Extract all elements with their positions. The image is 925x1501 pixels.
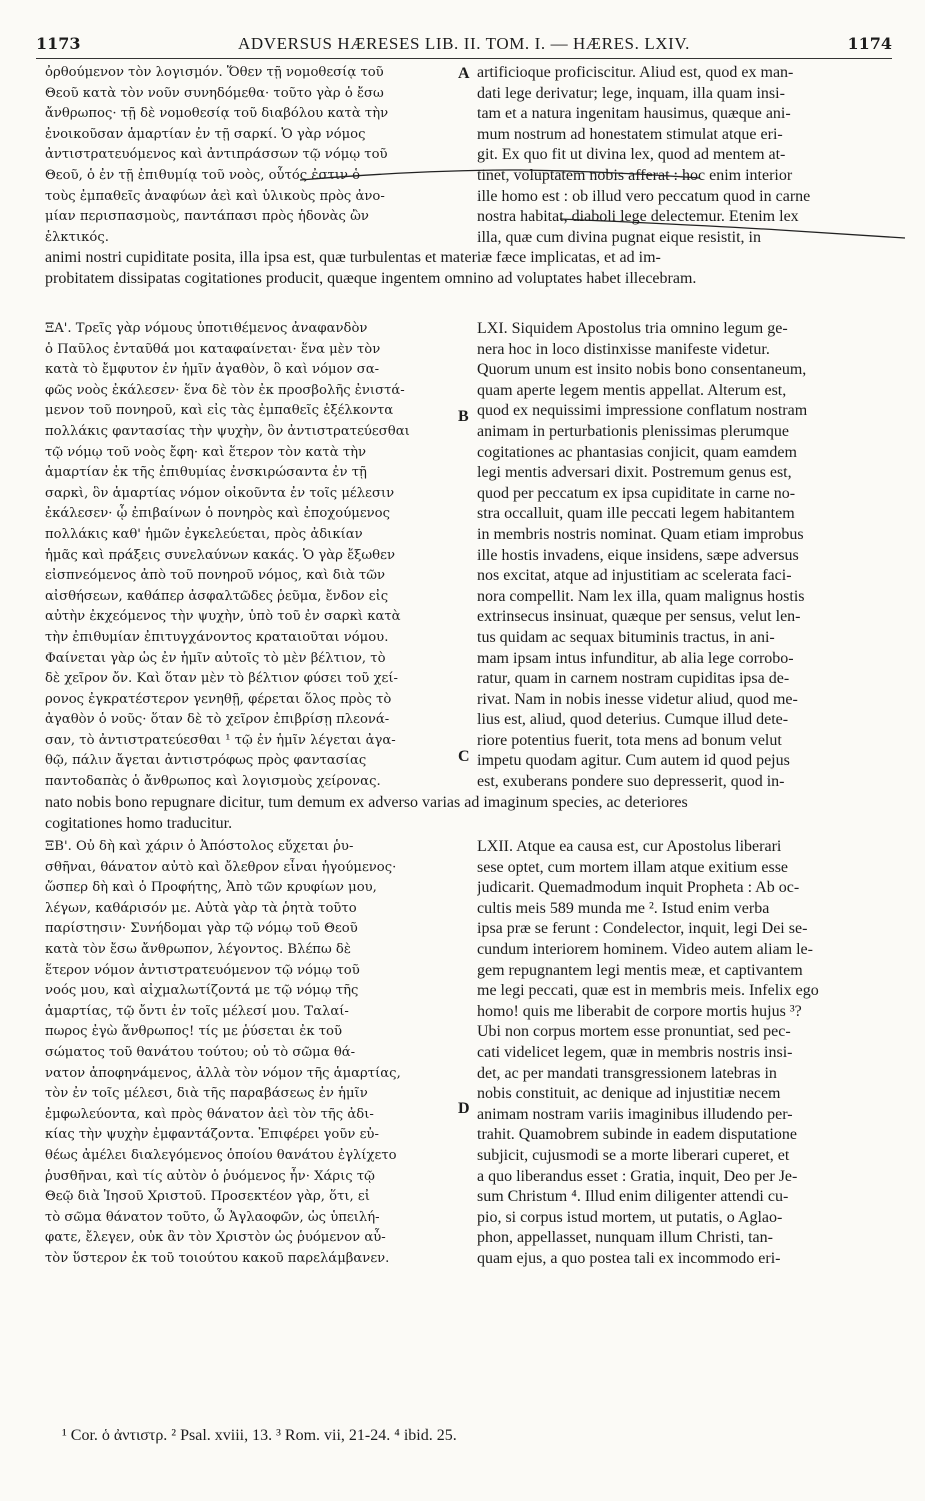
- text-line: probitatem dissipatas cogitationes producit, quæque ingentem omnino ad voluptates habet illecebram.: [45, 269, 697, 287]
- text-line: κατὰ τὸν ἔσω ἄνθρωπον, λέγοντος. Βλέπω δὲ: [45, 941, 351, 957]
- text-line: ὀρθούμενον τὸν λογισμόν. Ὅθεν τῇ νομοθεσίᾳ τοῦ: [45, 65, 384, 80]
- text-line: mum nostrum ad honestatem stimulat atque eri-: [477, 125, 783, 143]
- text-line: tinet, voluptatem nobis afferat : hoc enim interior: [477, 166, 793, 184]
- text-line: θῷ, πάλιν ἄγεται ἀντιστρόφως πρὸς φαντασίας: [45, 753, 367, 769]
- text-line: Θεῷ διὰ Ἰησοῦ Χριστοῦ. Προσεκτέον γὰρ, ὅτι, εἰ: [45, 1189, 370, 1205]
- margin-marker-a: A: [458, 65, 470, 82]
- text-line: θέως ἀμέλει διαλεγόμενος ὁποίου θανάτου ἐγλίχετο: [45, 1147, 397, 1163]
- text-line: cogitationes homo traducitur.: [45, 814, 233, 832]
- margin-marker-d: D: [458, 1100, 470, 1117]
- margin-marker-c: C: [458, 748, 470, 765]
- text-line: a quo liberandus esset : Gratia, inquit, Deo per Je-: [477, 1167, 798, 1185]
- text-line: tus quidam ac sequax bituminis tractus, in ani-: [477, 628, 775, 646]
- text-line: πωρος ἐγὼ ἄνθρωπος! τίς με ῥύσεται ἐκ τοῦ: [45, 1024, 343, 1040]
- text-line: ὁ Παῦλος ἐνταῦθά μοι καταφαίνεται· ἕνα μὲν τὸν: [45, 341, 381, 357]
- text-line: σώματος τοῦ θανάτου τούτου; οὐ τὸ σῶμα θά-: [45, 1044, 356, 1060]
- text-line: pio, si corpus istud mortem, ut putatis, o Aglao-: [477, 1208, 783, 1226]
- text-line: αἰσθήσεων, καθάπερ ἀσφαλτῶδες ῥεῦμα, ἔνδον εἰς: [45, 588, 389, 604]
- text-line: ὥσπερ δὴ καὶ ὁ Προφήτης, Ἀπὸ τῶν κρυφίων μου,: [45, 880, 377, 896]
- text-line: τὸ σῶμα θάνατον τοῦτο, ὦ Ἀγλαοφῶν, ὡς ὑπειλή-: [45, 1209, 380, 1225]
- text-line: artificioque proficiscitur. Aliud est, quod ex man-: [477, 64, 794, 81]
- text-line: τὸν ἐν τοῖς μέλεσι, διὰ τῆς παραβάσεως ἐν ἡμῖν: [45, 1086, 368, 1102]
- text-line: subjicit, cujusmodi se a morte liberari cuperet, et: [477, 1146, 790, 1164]
- text-line: δὲ χεῖρον ὄν. Καὶ ὅταν μὲν τὸ βέλτιον φύσει τοῦ χεί-: [45, 671, 398, 687]
- text-line: ille hostis invadens, eique insidens, sæpe adversus: [477, 546, 799, 564]
- text-line: παρίστησιν· Συνήδομαι γὰρ τῷ νόμῳ τοῦ Θεοῦ: [45, 921, 358, 937]
- margin-marker-b: B: [458, 408, 469, 425]
- text-line: Quorum unum est insito nobis bono consentaneum,: [477, 361, 807, 379]
- section3-latin-column: [477, 837, 893, 1269]
- text-line: trahit. Quamobrem subinde in eadem disputatione: [477, 1126, 797, 1144]
- section3-greek-column: [45, 837, 457, 1269]
- text-line: λέγων, καθάρισόν με. Αὐτὰ γὰρ τὰ ῥητὰ τοῦτο: [45, 900, 357, 916]
- text-line: τὸν ὕστερον ἐκ τοῦ τοιούτου κακοῦ παρελάμβανεν.: [45, 1250, 390, 1266]
- text-line: ἀντιστρατευόμενος καὶ ἀντιπράσσων τῷ νόμῳ τοῦ: [45, 147, 388, 163]
- text-line: σαρκὶ, ὃν ἁμαρτίας νόμον οἰκοῦντα ἐν τοῖς μέλεσιν: [45, 485, 395, 501]
- text-line: cundum interiorem hominem. Video autem aliam le-: [477, 940, 813, 958]
- text-line: ἐνοικοῦσαν ἁμαρτίαν ἐν τῇ σαρκί. Ὁ γὰρ νόμος: [45, 126, 366, 142]
- text-line: Θεοῦ, ὁ ἐν τῇ ἐπιθυμίᾳ τοῦ νοὸς, οὗτός ἐστιν ὁ: [45, 167, 361, 183]
- text-line: dati lege derivatur; lege, inquam, illa quam insi-: [477, 84, 785, 102]
- text-line: cultis meis 589 munda me ². Istud enim verba: [477, 899, 770, 917]
- text-line: nos excitat, atque ad injustitiam ac scelerata faci-: [477, 567, 792, 585]
- text-line: homo! quis me liberabit de corpore mortis hujus ³?: [477, 1002, 802, 1020]
- text-line: Φαίνεται γὰρ ὡς ἐν ἡμῖν αὐτοῖς τὸ μὲν βέλτιον, τὸ: [45, 650, 386, 666]
- text-line: nato nobis bono repugnare dicitur, tum demum ex adverso varias ad imaginum species, ac deteriores: [45, 794, 688, 811]
- text-line: αὐτὴν ἐκχεόμενος τὴν ψυχὴν, ὑπὸ τοῦ ἐν σαρκὶ κατὰ: [45, 609, 401, 625]
- text-line: illa, quæ cum divina pugnat eique resistit, in: [477, 228, 761, 246]
- text-line: quam ejus, a quo postea tali ex incommodo eri-: [477, 1249, 781, 1267]
- text-line: πολλάκις καθ' ἡμῶν ἐγκελεύεται, πρὸς ἀδικίαν: [45, 526, 363, 542]
- text-line: extrinsecus insinuat, quæque per sensus, velut len-: [477, 608, 801, 626]
- text-line: ΞΒ'. Οὐ δὴ καὶ χάριν ὁ Ἀπόστολος εὔχεται ῥυ-: [45, 839, 354, 854]
- text-line: quod per peccatum ex ipsa cupiditate in carne no-: [477, 484, 796, 502]
- section1-wide-text: [45, 248, 893, 289]
- text-line: εἰσπνεόμενος ἀπὸ τοῦ πονηροῦ νόμος, καὶ διὰ τῶν: [45, 568, 385, 584]
- text-line: sese optet, cum mortem illam atque exitium esse: [477, 858, 789, 876]
- text-line: gem repugnantem legi mentis meæ, et captivantem: [477, 961, 803, 979]
- text-line: git. Ex quo fit ut divina lex, quod ad mentem at-: [477, 146, 786, 164]
- section1-latin-column: [477, 63, 893, 248]
- text-line: φατε, ἔλεγεν, οὐκ ἂν τὸν Χριστὸν ὡς ῥυόμενον αὖ-: [45, 1230, 386, 1246]
- text-line: sum Christum ⁴. Illud enim diligenter attendi cu-: [477, 1188, 789, 1206]
- text-line: σαν, τὸ ἀντιστρατεύεσθαι ¹ τῷ ἐν ἡμῖν λέγεται ἀγα-: [45, 732, 396, 748]
- text-line: phon, appellasset, nunquam illum Christi, tan-: [477, 1229, 773, 1247]
- header-title: ADVERSUS HÆRESES LIB. II. TOM. I. — HÆRES. LXIV.: [238, 34, 690, 53]
- section2-latin-column: [477, 319, 893, 793]
- text-line: νατον ἀποφηνάμενος, ἀλλὰ τὸν νόμον τῆς ἁμαρτίας,: [45, 1065, 401, 1081]
- text-line: ipsa præ se ferunt : Condelector, inquit, legi Dei se-: [477, 920, 808, 938]
- text-line: σθῆναι, θάνατον αὐτὸ καὶ ὄλεθρον εἶναι ἡγούμενος·: [45, 859, 397, 875]
- page-number-right: 1174: [847, 34, 892, 53]
- text-line: ρονος ἐγκρατέστερον γενηθῇ, φέρεται ὅλος πρὸς τὸ: [45, 691, 392, 707]
- text-line: nobis constituit, ac denique ad injustitiæ necem: [477, 1085, 781, 1103]
- text-line: det, ac per mandati transgressionem latebras in: [477, 1064, 777, 1082]
- text-line: τῷ νόμῳ τοῦ νοὸς ἔφη· καὶ ἕτερον τὸν κατὰ τὴν: [45, 444, 367, 460]
- text-line: cogitationes ac phantasias conjicit, quam eamdem: [477, 443, 797, 461]
- text-line: κατὰ τὸ ἔμφυτον ἐν ἡμῖν ἀγαθὸν, ὃ καὶ νόμον σα-: [45, 362, 380, 378]
- text-line: νοός μου, καὶ αἰχμαλωτίζοντά με τῷ νόμῳ τῆς: [45, 983, 359, 999]
- text-line: παντοδαπὰς ὁ ἄνθρωπος καὶ λογισμοὺς χείρονας.: [45, 774, 381, 790]
- text-line: animam in perturbationis plenissimas plerumque: [477, 422, 789, 440]
- text-line: κίας τὴν ψυχὴν ἐμφαντάζοντα. Ἐπιφέρει γοῦν εὐ-: [45, 1127, 379, 1143]
- text-line: legi mentis adversari dixit. Postremum genus est,: [477, 464, 792, 482]
- text-line: LXI. Siquidem Apostolus tria omnino legum ge-: [477, 320, 788, 337]
- text-line: me legi peccati, quæ est in membris meis. Infelix ego: [477, 982, 819, 1000]
- footnotes: ¹ Cor. ὁ ἀντιστρ. ² Psal. xviii, 13. ³ Rom. vii, 21-24. ⁴ ibid. 25.: [62, 1427, 457, 1444]
- text-line: nostra habitat, diaboli lege delectemur. Etenim lex: [477, 208, 799, 226]
- text-line: in membris nostris nominat. Quam etiam improbus: [477, 525, 804, 543]
- text-line: ἕτερον νόμον ἀντιστρατευόμενον τῷ νόμῳ τοῦ: [45, 962, 360, 978]
- text-line: φῶς νοὸς ἐκάλεσεν· ἕνα δὲ τὸν ἐκ προσβολῆς ἐνιστά-: [45, 382, 405, 398]
- text-line: impetu quodam agitur. Cum autem id quod pejus: [477, 752, 790, 770]
- running-header: [36, 34, 892, 59]
- text-line: ἑλκτικός.: [45, 229, 109, 245]
- text-line: ἁμαρτίας, τῷ ὄντι ἐν τοῖς μέλεσί μου. Ταλαί-: [45, 1003, 349, 1019]
- text-line: judicarit. Quemadmodum inquit Propheta : Ab oc-: [477, 879, 800, 897]
- text-line: ille homo est : ob illud vero peccatum quod in carne: [477, 187, 811, 205]
- text-line: τὴν ἐπιθυμίαν ἐπιτυγχάνοντος κραταιοῦται νόμου.: [45, 629, 389, 645]
- text-line: ἄνθρωπος· τῇ δὲ νομοθεσίᾳ τοῦ διαβόλου κατὰ τὴν: [45, 106, 389, 122]
- text-line: quod ex nequissimi impressione conflatum nostram: [477, 402, 808, 420]
- text-line: ἐμφωλεύοντα, καὶ πρὸς θάνατον ἀεὶ τὸν τῆς ἀδι-: [45, 1106, 374, 1122]
- text-line: nora compellit. Nam lex illa, quam malignus hostis: [477, 587, 805, 605]
- text-line: ἁμαρτίαν ἐκ τῆς ἐπιθυμίας ἐνσκιρώσαντα ἐν τῇ: [45, 465, 367, 481]
- text-line: cati videlicet legem, quæ in membris nostris insi-: [477, 1043, 793, 1061]
- text-line: riore potentius fuerit, tota mens ad bonum velut: [477, 731, 782, 749]
- text-line: ratur, quam in carnem nostram cupiditas ipsa de-: [477, 670, 790, 688]
- text-line: μίαν περισπασμοὺς, παντάπασι πρὸς ἡδονὰς ὢν: [45, 209, 369, 225]
- text-line: tam et a natura ingenitam hausimus, quæque ani-: [477, 105, 791, 123]
- text-line: nera hoc in loco distinxisse manifeste videtur.: [477, 340, 770, 358]
- text-line: ἐκάλεσεν· ᾧ ἐπιβαίνων ὁ πονηρὸς καὶ ἐποχούμενος: [45, 506, 390, 522]
- text-line: πολλάκις φαντασίας τὴν ψυχὴν, ὃν ἀντιστρατεύεσθαι: [45, 423, 410, 439]
- section2-wide-text: [45, 793, 893, 834]
- text-line: rivat. Nam in nobis inesse videtur aliud, quod me-: [477, 690, 798, 708]
- text-line: animi nostri cupiditate posita, illa ipsa est, quæ turbulentas et materiæ fæce implicatas, et ad im-: [45, 249, 661, 266]
- text-line: mam ipsam intus infunditur, ab alia lege corrobo-: [477, 649, 794, 667]
- text-line: μενον τοῦ πονηροῦ, καὶ εἰς τὰς ἐμπαθεῖς ἐξέλκοντα: [45, 403, 394, 419]
- page-number-left: 1173: [36, 34, 81, 53]
- text-line: est, exuberans pondere suo depresserit, quod in-: [477, 773, 785, 791]
- section2-greek-column: [45, 319, 457, 793]
- text-line: Θεοῦ κατὰ τὸν νοῦν συνηδόμεθα· τοῦτο γὰρ ὁ ἔσω: [45, 85, 384, 101]
- text-line: ἀγαθὸν ὁ νοῦς· ὅταν δὲ τὸ χεῖρον ἐπιβρίσῃ πλεονά-: [45, 712, 390, 728]
- text-line: animam nostram variis imaginibus illudendo per-: [477, 1105, 793, 1123]
- text-line: ΞΑ'. Τρεῖς γὰρ νόμους ὑποτιθέμενος ἀναφανδὸν: [45, 321, 368, 336]
- section1-greek-column: [45, 63, 457, 248]
- text-line: LXII. Atque ea causa est, cur Apostolus liberari: [477, 838, 782, 855]
- text-line: stra occalluit, quam ille peccati legem habitantem: [477, 505, 795, 523]
- text-line: τοὺς ἐμπαθεῖς ἀναφύων ἀεὶ καὶ ὑλικοὺς πρὸς ἀνο-: [45, 188, 385, 204]
- text-line: ῥυσθῆναι, καὶ τίς αὐτὸν ὁ ῥυόμενος ἦν· Χάρις τῷ: [45, 1168, 375, 1184]
- text-line: Ubi non corpus mortem esse pronuntiat, sed pec-: [477, 1023, 791, 1041]
- text-line: lius est, aliud, quod deterius. Cumque illud dete-: [477, 711, 789, 729]
- text-line: quam aperte legem mentis appellat. Alterum est,: [477, 381, 787, 399]
- text-line: ἡμᾶς καὶ πράξεις συνελαύνων κακάς. Ὁ γὰρ ἔξωθεν: [45, 547, 395, 563]
